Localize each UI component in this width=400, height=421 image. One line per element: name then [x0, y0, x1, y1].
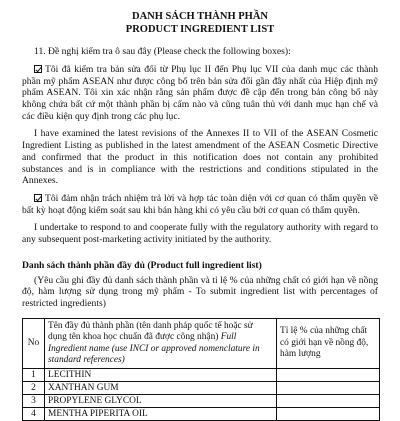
ingredient-table	[22, 318, 380, 421]
table-header-row	[23, 318, 380, 369]
declaration-en-1: I have examined the latest revisions of the Annexes II to VII of the ASEAN Cosmetic Ingredient Listing as published in the latest amendment of the ASEAN Cosmetic Directive and confirmed that the product in this notification does not contain any prohibited substances and is in compliance with the restrictions and conditions stipulated in the Annexes.	[22, 128, 378, 187]
page-subtitle: PRODUCT INGREDIENT LIST	[125, 24, 275, 36]
column-header-name-en: Full Ingredient name (use INCI or approved nomenclature in standard references)	[48, 332, 260, 366]
ingredient-name: PROPYLENE GLYCOL	[45, 395, 277, 408]
ingredient-percentage	[277, 382, 380, 395]
column-header-no: No	[23, 318, 45, 369]
ingredient-name: XANTHAN GUM	[45, 382, 277, 395]
row-number: 4	[23, 408, 45, 421]
ingredient-name: MENTHA PIPERITA OIL	[45, 408, 277, 421]
table-row	[23, 408, 380, 421]
declaration-vi-2	[22, 193, 378, 216]
row-number: 2	[23, 382, 45, 395]
ingredient-percentage	[277, 395, 380, 408]
column-header-percentage: Tỉ lệ % của những chất có giới hạn về nồng độ, hàm lượng	[277, 318, 380, 369]
row-number: 1	[23, 369, 45, 382]
table-row	[23, 395, 380, 408]
table-row	[23, 382, 380, 395]
column-header-name	[45, 318, 277, 369]
column-header-name-vi: Tên đầy đủ thành phần (tên danh pháp quốc tế hoặc sử dụng tên khoa học chuẩn đã được công nhận)	[48, 320, 253, 343]
ingredient-percentage	[277, 369, 380, 382]
declaration-vi-1	[22, 64, 378, 123]
declaration-vi-2-text: Tôi đảm nhận trách nhiệm trả lời và hợp tác toàn diện với cơ quan có thẩm quyền về bất kỳ hoạt động kiểm soát sau khi bán hàng khi có yêu cầu bởi cơ quan có thẩm quyền.	[22, 192, 378, 216]
page-title: DANH SÁCH THÀNH PHẦN	[131, 11, 269, 22]
section-title: Danh sách thành phần đầy đủ (Product full ingredient list)	[22, 259, 262, 271]
declaration-vi-1-text: Tôi đã kiểm tra bản sửa đổi từ Phụ lục II đến Phụ lục VII của danh mục các thành phần mỹ phẩm ASEAN như được công bố trên bản sửa đổi gần đây nhất của Hiệp định mỹ phẩm ASEAN. Tôi xin xác nhận rằng sản phẩm được đề cập đến trong bản công bố này không chứa bất cứ một thành phần bị cấm nào và cũng tuân thủ với danh mục hạn chế và các điều kiện quy định trong các phụ lục.	[22, 63, 378, 122]
ingredient-name: LECITHIN	[45, 369, 277, 382]
row-number: 3	[23, 395, 45, 408]
table-row	[23, 369, 380, 382]
check-instruction: 11. Đề nghị kiểm tra ô sau đây (Please check the following boxes):	[34, 46, 291, 58]
section-note: (Yêu cầu ghi đầy đủ danh sách thành phần và tỉ lệ % của những chất có giới hạn về nồng độ, hàm lượng sử dụng trong mỹ phẩm - To submit ingredient list with percentages of restricted ingredients)	[22, 274, 378, 309]
declaration-en-2: I undertake to respond to and cooperate fully with the regulatory authority with regard to any subsequent post-marketing activity initiated by the authority.	[22, 222, 378, 246]
checkbox-checked-1[interactable]	[34, 65, 42, 73]
checkbox-checked-2[interactable]	[34, 194, 42, 202]
ingredient-percentage	[277, 408, 380, 421]
